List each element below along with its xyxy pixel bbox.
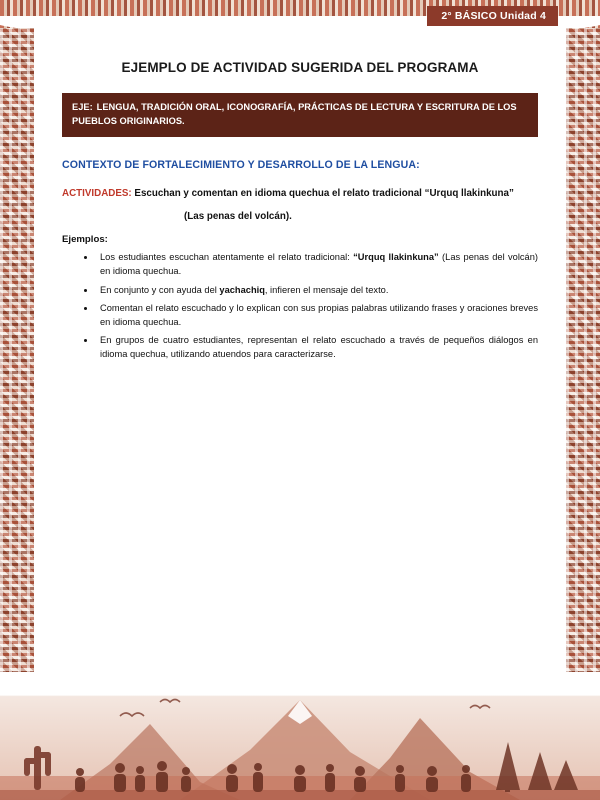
activities-label: ACTIVIDADES: bbox=[62, 187, 132, 199]
activities-line bbox=[62, 187, 538, 202]
activities-text: Escuchan y comentan en idioma quechua el relato tradicional “Urquq llakinkuna” bbox=[134, 187, 514, 199]
section-title: CONTEXTO DE FORTALECIMIENTO Y DESARROLLO DE LA LENGUA: bbox=[62, 158, 420, 171]
right-border-gap bbox=[552, 28, 566, 680]
example-pre: En grupos de cuatro estudiantes, representan el relato escuchado a través de pequeños diálogos en idioma quechua, utilizando atuendos para caracterizarse. bbox=[100, 334, 538, 360]
example-pre: Comentan el relato escuchado y lo explican con sus propias palabras utilizando frases y oraciones breves en idioma quechua. bbox=[100, 302, 538, 327]
example-post: (Las penas del volcán) en idioma quechua. bbox=[100, 252, 538, 277]
list-item bbox=[96, 301, 538, 329]
right-decorative-border bbox=[566, 28, 600, 680]
examples-label: Ejemplos: bbox=[62, 234, 108, 246]
page-title: EJEMPLO DE ACTIVIDAD SUGERIDA DEL PROGRAMA bbox=[121, 60, 479, 75]
document-content bbox=[62, 60, 538, 365]
example-bold: yachachiq bbox=[219, 284, 265, 295]
left-border-gap bbox=[34, 28, 48, 680]
activities-text-line2: (Las penas del volcán). bbox=[184, 211, 292, 223]
list-item bbox=[96, 333, 538, 361]
left-decorative-border bbox=[0, 28, 34, 680]
tree-icon bbox=[496, 742, 578, 792]
example-post: , infieren el mensaje del texto. bbox=[264, 284, 389, 295]
example-pre: Los estudiantes escuchan atentamente el relato tradicional: bbox=[100, 252, 354, 263]
example-pre: En conjunto y con ayuda del bbox=[100, 284, 220, 295]
list-item bbox=[96, 250, 538, 278]
eje-label: EJE: bbox=[72, 102, 93, 112]
eje-banner bbox=[62, 93, 538, 137]
eje-text: LENGUA, TRADICIÓN ORAL, ICONOGRAFÍA, PRÁCTICAS DE LECTURA Y ESCRITURA DE LOS PUEBLOS ORIGINARIOS. bbox=[72, 102, 517, 127]
unit-badge: 2° BÁSICO Unidad 4 bbox=[427, 6, 558, 26]
list-item bbox=[96, 283, 538, 297]
bottom-illustration bbox=[0, 672, 600, 800]
example-bold: “Urquq llakinkuna” bbox=[353, 252, 439, 263]
examples-list bbox=[62, 250, 538, 361]
